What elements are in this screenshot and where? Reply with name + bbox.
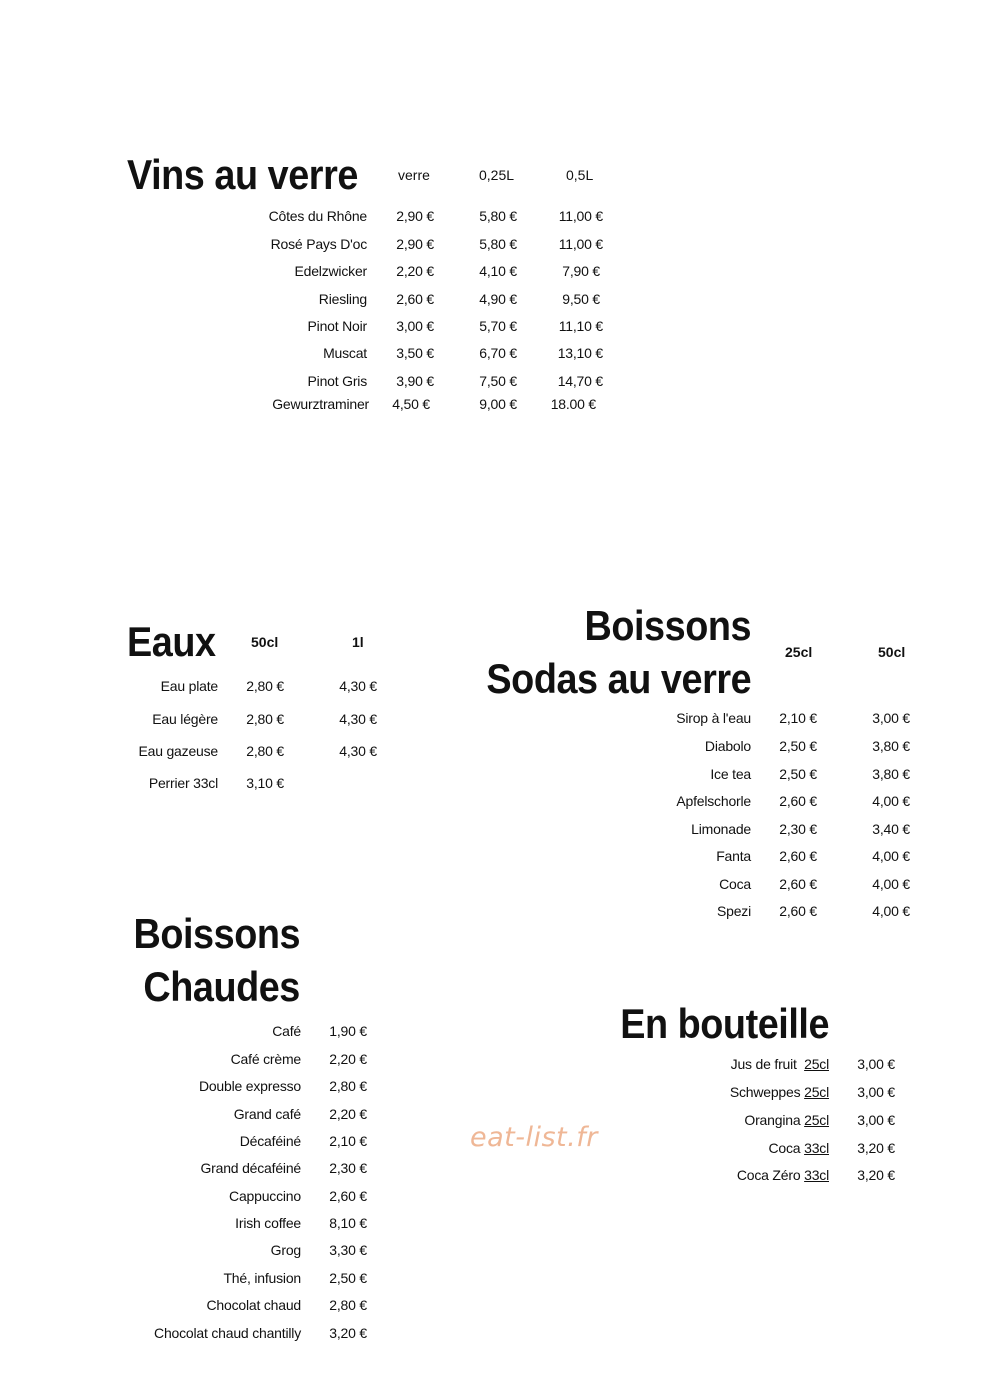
vins-name: Pinot Noir bbox=[307, 318, 367, 334]
vins-row bbox=[0, 289, 989, 309]
vins-row bbox=[0, 371, 989, 391]
vins-row bbox=[0, 234, 989, 254]
sodas-price-50cl: 4,00 € bbox=[872, 903, 910, 919]
chaudes-row bbox=[0, 1186, 989, 1206]
eaux-title: Eaux bbox=[127, 618, 216, 665]
eaux-name: Eau légère bbox=[152, 711, 218, 727]
sodas-price-25cl: 2,60 € bbox=[779, 903, 817, 919]
sodas-price-25cl: 2,60 € bbox=[779, 793, 817, 809]
chaudes-name: Chocolat chaud chantilly bbox=[154, 1325, 301, 1341]
vins-price-05: 9,50 € bbox=[562, 291, 600, 307]
vins-name: Gewurztraminer bbox=[272, 396, 369, 412]
chaudes-price: 2,80 € bbox=[329, 1297, 367, 1313]
chaudes-row bbox=[0, 1213, 989, 1233]
bouteille-product: Orangina bbox=[744, 1112, 801, 1128]
watermark: eat-list.fr bbox=[470, 1122, 598, 1153]
bouteille-row bbox=[0, 1054, 989, 1074]
chaudes-price: 3,30 € bbox=[329, 1242, 367, 1258]
vins-price-05: 13,10 € bbox=[557, 345, 603, 361]
bouteille-name bbox=[769, 1138, 829, 1158]
bouteille-size: 33cl bbox=[804, 1140, 829, 1156]
vins-price-verre: 2,60 € bbox=[396, 291, 434, 307]
chaudes-name: Décaféiné bbox=[239, 1133, 301, 1149]
bouteille-product: Coca bbox=[768, 1140, 801, 1156]
vins-price-verre: 3,50 € bbox=[396, 345, 434, 361]
bouteille-title: En bouteille bbox=[620, 1000, 829, 1047]
sodas-name: Coca bbox=[719, 876, 751, 892]
chaudes-price: 2,30 € bbox=[329, 1160, 367, 1176]
vins-price-025: 5,80 € bbox=[479, 208, 517, 224]
vins-price-025: 4,90 € bbox=[479, 291, 517, 307]
bouteille-price: 3,00 € bbox=[857, 1084, 895, 1100]
vins-price-verre: 2,20 € bbox=[396, 263, 434, 279]
bouteille-product: Jus de fruit bbox=[730, 1056, 797, 1072]
vins-name: Edelzwicker bbox=[294, 263, 367, 279]
vins-price-025: 9,00 € bbox=[479, 396, 517, 412]
sodas-name: Apfelschorle bbox=[676, 793, 751, 809]
chaudes-row bbox=[0, 1295, 989, 1315]
sodas-col-50cl: 50cl bbox=[878, 644, 906, 660]
vins-col-025: 0,25L bbox=[479, 167, 515, 183]
chaudes-name: Grand décaféiné bbox=[200, 1160, 301, 1176]
bouteille-name bbox=[737, 1165, 829, 1185]
sodas-row bbox=[0, 791, 989, 811]
eaux-price-50cl: 2,80 € bbox=[246, 711, 284, 727]
chaudes-title-line1: Boissons bbox=[133, 910, 300, 957]
vins-price-verre: 4,50 € bbox=[392, 396, 430, 412]
chaudes-price: 2,60 € bbox=[329, 1188, 367, 1204]
chaudes-price: 2,50 € bbox=[329, 1270, 367, 1286]
sodas-price-50cl: 3,40 € bbox=[872, 821, 910, 837]
chaudes-row bbox=[0, 1268, 989, 1288]
vins-price-05: 11,00 € bbox=[558, 236, 603, 252]
chaudes-price: 2,10 € bbox=[329, 1133, 367, 1149]
chaudes-name: Thé, infusion bbox=[223, 1270, 301, 1286]
bouteille-size: 25cl bbox=[804, 1056, 829, 1072]
sodas-price-25cl: 2,30 € bbox=[779, 821, 817, 837]
vins-price-025: 4,10 € bbox=[479, 263, 517, 279]
sodas-row bbox=[0, 708, 989, 728]
vins-name: Pinot Gris bbox=[307, 373, 367, 389]
vins-name: Côtes du Rhône bbox=[268, 208, 367, 224]
bouteille-price: 3,20 € bbox=[857, 1167, 895, 1183]
sodas-title-line1: Boissons bbox=[584, 602, 751, 649]
vins-row bbox=[0, 394, 989, 414]
sodas-price-50cl: 3,00 € bbox=[872, 710, 910, 726]
chaudes-price: 3,20 € bbox=[329, 1325, 367, 1341]
sodas-name: Diabolo bbox=[704, 738, 751, 754]
vins-row bbox=[0, 316, 989, 336]
vins-price-025: 7,50 € bbox=[479, 373, 517, 389]
vins-price-verre: 2,90 € bbox=[396, 208, 434, 224]
chaudes-price: 8,10 € bbox=[329, 1215, 367, 1231]
chaudes-row bbox=[0, 1240, 989, 1260]
chaudes-name: Grog bbox=[270, 1242, 301, 1258]
sodas-price-25cl: 2,50 € bbox=[779, 738, 817, 754]
vins-price-025: 6,70 € bbox=[479, 345, 517, 361]
eaux-name: Eau gazeuse bbox=[138, 743, 218, 759]
sodas-name: Spezi bbox=[716, 903, 751, 919]
bouteille-size: 25cl bbox=[804, 1084, 829, 1100]
sodas-price-50cl: 3,80 € bbox=[872, 738, 910, 754]
sodas-price-50cl: 4,00 € bbox=[872, 876, 910, 892]
bouteille-name bbox=[731, 1054, 829, 1074]
sodas-row bbox=[0, 874, 989, 894]
bouteille-name bbox=[744, 1110, 829, 1130]
sodas-price-50cl: 3,80 € bbox=[872, 766, 910, 782]
chaudes-row bbox=[0, 1323, 989, 1343]
chaudes-name: Café bbox=[272, 1023, 301, 1039]
sodas-row bbox=[0, 846, 989, 866]
sodas-row bbox=[0, 736, 989, 756]
sodas-name: Limonade bbox=[691, 821, 751, 837]
sodas-row bbox=[0, 819, 989, 839]
chaudes-price: 2,80 € bbox=[329, 1078, 367, 1094]
bouteille-name bbox=[730, 1082, 829, 1102]
vins-name: Muscat bbox=[323, 345, 367, 361]
chaudes-price: 2,20 € bbox=[329, 1106, 367, 1122]
vins-price-05: 14,70 € bbox=[557, 373, 603, 389]
vins-row bbox=[0, 261, 989, 281]
sodas-row bbox=[0, 764, 989, 784]
vins-price-verre: 3,00 € bbox=[396, 318, 434, 334]
chaudes-name: Irish coffee bbox=[235, 1215, 301, 1231]
vins-row bbox=[0, 206, 989, 226]
sodas-price-25cl: 2,50 € bbox=[779, 766, 817, 782]
eaux-name: Eau plate bbox=[160, 678, 218, 694]
chaudes-name: Cappuccino bbox=[229, 1188, 301, 1204]
eaux-price-1l: 4,30 € bbox=[339, 743, 377, 759]
bouteille-product: Coca Zéro bbox=[736, 1167, 801, 1183]
vins-name: Rosé Pays D'oc bbox=[270, 236, 367, 252]
vins-price-verre: 2,90 € bbox=[396, 236, 434, 252]
chaudes-name: Double expresso bbox=[198, 1078, 301, 1094]
eaux-price-50cl: 2,80 € bbox=[246, 678, 284, 694]
sodas-price-25cl: 2,10 € bbox=[779, 710, 817, 726]
vins-row bbox=[0, 343, 989, 363]
chaudes-name: Café crème bbox=[230, 1051, 301, 1067]
eaux-col-50cl: 50cl bbox=[251, 634, 279, 650]
bouteille-row bbox=[0, 1165, 989, 1185]
bouteille-product: Schweppes bbox=[729, 1084, 801, 1100]
vins-price-05: 11,10 € bbox=[558, 318, 603, 334]
sodas-name: Fanta bbox=[716, 848, 751, 864]
vins-col-verre: verre bbox=[398, 167, 430, 183]
eaux-name: Perrier 33cl bbox=[148, 775, 218, 791]
chaudes-price: 2,20 € bbox=[329, 1051, 367, 1067]
sodas-col-25cl: 25cl bbox=[785, 644, 813, 660]
bouteille-size: 33cl bbox=[804, 1167, 829, 1183]
bouteille-price: 3,20 € bbox=[857, 1140, 895, 1156]
sodas-price-25cl: 2,60 € bbox=[779, 876, 817, 892]
eaux-col-1l: 1l bbox=[352, 634, 364, 650]
sodas-name: Ice tea bbox=[710, 766, 751, 782]
bouteille-price: 3,00 € bbox=[857, 1056, 895, 1072]
eaux-price-1l: 4,30 € bbox=[339, 711, 377, 727]
bouteille-price: 3,00 € bbox=[857, 1112, 895, 1128]
chaudes-title-line2: Chaudes bbox=[143, 963, 300, 1010]
chaudes-name: Grand café bbox=[233, 1106, 301, 1122]
sodas-price-50cl: 4,00 € bbox=[872, 793, 910, 809]
vins-price-verre: 3,90 € bbox=[396, 373, 434, 389]
sodas-price-50cl: 4,00 € bbox=[872, 848, 910, 864]
vins-price-025: 5,70 € bbox=[479, 318, 517, 334]
sodas-title-line2: Sodas au verre bbox=[486, 655, 751, 702]
vins-name: Riesling bbox=[318, 291, 367, 307]
vins-price-05: 11,00 € bbox=[558, 208, 603, 224]
eaux-price-1l: 4,30 € bbox=[339, 678, 377, 694]
vins-price-025: 5,80 € bbox=[479, 236, 517, 252]
vins-title: Vins au verre bbox=[127, 151, 358, 198]
vins-price-05: 7,90 € bbox=[562, 263, 600, 279]
chaudes-price: 1,90 € bbox=[329, 1023, 367, 1039]
chaudes-name: Chocolat chaud bbox=[206, 1297, 301, 1313]
bouteille-row bbox=[0, 1082, 989, 1102]
bouteille-size: 25cl bbox=[804, 1112, 829, 1128]
sodas-name: Sirop à l'eau bbox=[676, 710, 751, 726]
chaudes-row bbox=[0, 1021, 989, 1041]
vins-col-05: 0,5L bbox=[566, 167, 594, 183]
eaux-price-50cl: 3,10 € bbox=[246, 775, 284, 791]
eaux-price-50cl: 2,80 € bbox=[246, 743, 284, 759]
vins-price-05: 18.00 € bbox=[550, 396, 596, 412]
sodas-price-25cl: 2,60 € bbox=[779, 848, 817, 864]
